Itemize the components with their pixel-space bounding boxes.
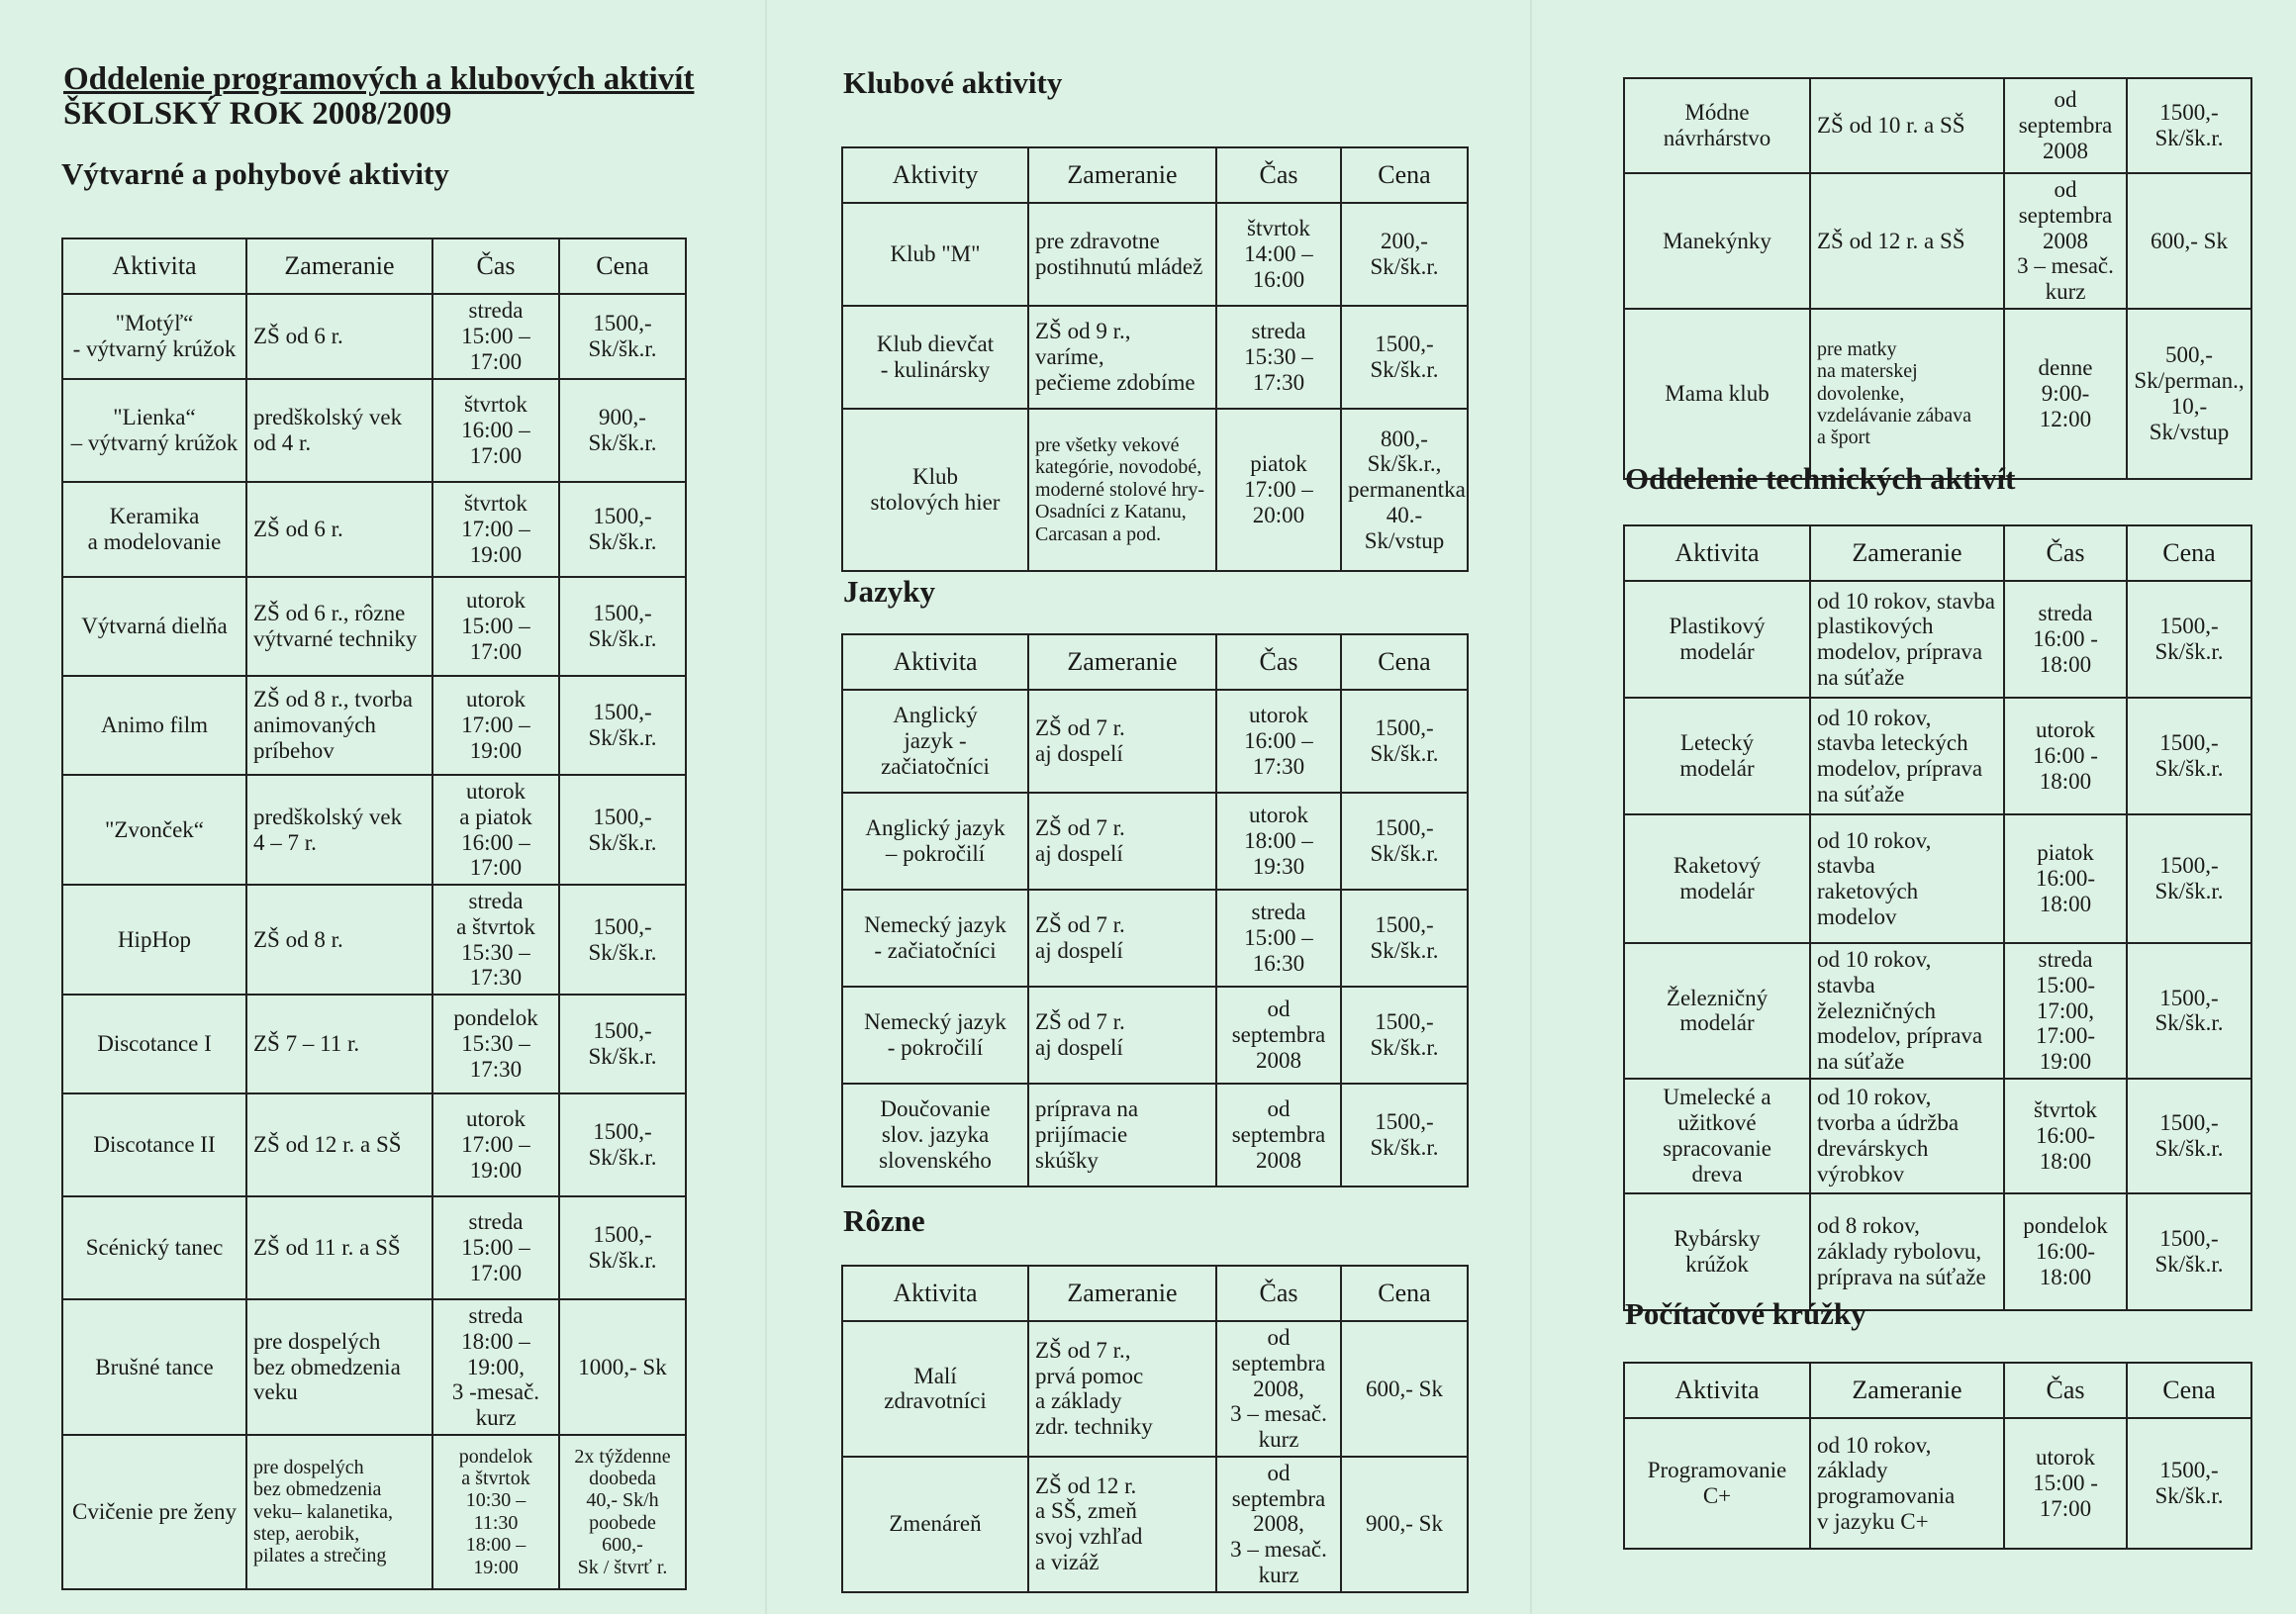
column-header: Aktivity: [842, 147, 1028, 203]
focus-cell: predškolský vek od 4 r.: [246, 379, 432, 482]
column-header: Cena: [1341, 147, 1468, 203]
time-cell: štvrtok 16:00 – 17:00: [432, 379, 559, 482]
column-header: Čas: [432, 238, 559, 294]
time-cell: streda 15:00 – 16:30: [1216, 890, 1341, 987]
time-cell: streda 15:00-17:00, 17:00-19:00: [2004, 943, 2127, 1079]
table-header-row: [62, 238, 686, 294]
activity-cell: "Lienka“ – výtvarný krúžok: [62, 379, 246, 482]
focus-cell: ZŠ od 12 r. a SŠ: [246, 1093, 432, 1196]
table-header-row: [842, 634, 1468, 690]
focus-cell: ZŠ od 9 r., varíme, pečieme zdobíme: [1028, 306, 1216, 409]
activity-cell: Raketový modelár: [1624, 814, 1810, 943]
price-cell: 1500,- Sk/šk.r.: [2127, 943, 2251, 1079]
column-header: Cena: [2127, 525, 2251, 581]
focus-cell: príprava na prijímacie skúšky: [1028, 1084, 1216, 1187]
time-cell: pondelok 15:30 – 17:30: [432, 995, 559, 1093]
table-row: [62, 1196, 686, 1299]
table-row: [1624, 581, 2251, 698]
price-cell: 900,- Sk: [1341, 1457, 1468, 1592]
activity-cell: Klub stolových hier: [842, 409, 1028, 571]
time-cell: streda 15:00 – 17:00: [432, 294, 559, 379]
column-header: Aktivita: [1624, 525, 1810, 581]
focus-cell: od 10 rokov, tvorba a údržba drevárskych výrobkov: [1810, 1079, 2004, 1193]
focus-cell: pre dospelých bez obmedzenia veku– kalanetika, step, aerobik, pilates a strečing: [246, 1435, 432, 1589]
focus-cell: od 10 rokov, stavba raketových modelov: [1810, 814, 2004, 943]
price-cell: 1500,- Sk/šk.r.: [2127, 1193, 2251, 1310]
activity-cell: Letecký modelár: [1624, 698, 1810, 814]
table-row: [842, 1321, 1468, 1457]
time-cell: utorok 18:00 – 19:30: [1216, 793, 1341, 890]
time-cell: od septembra 2008, 3 – mesač. kurz: [1216, 1321, 1341, 1457]
price-cell: 1500,- Sk/šk.r.: [2127, 698, 2251, 814]
focus-cell: od 10 rokov, stavba leteckých modelov, príprava na súťaže: [1810, 698, 2004, 814]
activity-cell: Plastikový modelár: [1624, 581, 1810, 698]
price-cell: 1500,- Sk/šk.r.: [559, 995, 686, 1093]
column-header: Čas: [2004, 525, 2127, 581]
table-art-movement: [61, 237, 687, 1590]
focus-cell: ZŠ od 6 r.: [246, 482, 432, 577]
focus-cell: od 8 rokov, základy rybolovu, príprava na súťaže: [1810, 1193, 2004, 1310]
column-header: Čas: [1216, 1266, 1341, 1321]
activity-cell: Klub "M": [842, 203, 1028, 306]
table-computer: [1623, 1362, 2252, 1550]
focus-cell: predškolský vek 4 – 7 r.: [246, 775, 432, 885]
time-cell: denne 9:00- 12:00: [2004, 309, 2127, 479]
column-header: Cena: [1341, 634, 1468, 690]
focus-cell: ZŠ od 6 r., rôzne výtvarné techniky: [246, 577, 432, 676]
table-row: [1624, 814, 2251, 943]
focus-cell: ZŠ od 7 r. aj dospelí: [1028, 793, 1216, 890]
table-row: [62, 294, 686, 379]
table-header-row: [842, 147, 1468, 203]
time-cell: od septembra 2008: [2004, 78, 2127, 173]
focus-cell: od 10 rokov, stavba plastikových modelov, príprava na súťaže: [1810, 581, 2004, 698]
focus-cell: ZŠ od 8 r., tvorba animovaných príbehov: [246, 676, 432, 775]
price-cell: 1500,- Sk/šk.r.: [1341, 890, 1468, 987]
column-header: Čas: [1216, 147, 1341, 203]
activity-cell: Malí zdravotníci: [842, 1321, 1028, 1457]
time-cell: utorok 16:00 - 18:00: [2004, 698, 2127, 814]
table-row: [62, 482, 686, 577]
time-cell: štvrtok 16:00- 18:00: [2004, 1079, 2127, 1193]
price-cell: 200,- Sk/šk.r.: [1341, 203, 1468, 306]
activity-cell: "Zvonček“: [62, 775, 246, 885]
price-cell: 1000,- Sk: [559, 1299, 686, 1435]
school-year: ŠKOLSKÝ ROK 2008/2009: [63, 96, 452, 132]
table-row: [1624, 698, 2251, 814]
price-cell: 1500,- Sk/šk.r.: [559, 482, 686, 577]
activity-cell: Manekýnky: [1624, 173, 1810, 309]
table-row: [842, 793, 1468, 890]
time-cell: štvrtok 14:00 – 16:00: [1216, 203, 1341, 306]
table-clubs: [841, 146, 1469, 572]
time-cell: piatok 16:00- 18:00: [2004, 814, 2127, 943]
time-cell: od septembra 2008 3 – mesač. kurz: [2004, 173, 2127, 309]
time-cell: utorok 15:00 – 17:00: [432, 577, 559, 676]
time-cell: štvrtok 17:00 – 19:00: [432, 482, 559, 577]
price-cell: 800,- Sk/šk.r., permanentka 40.-Sk/vstup: [1341, 409, 1468, 571]
time-cell: streda 15:30 – 17:30: [1216, 306, 1341, 409]
section-title-art: Výtvarné a pohybové aktivity: [61, 156, 449, 191]
time-cell: piatok 17:00 – 20:00: [1216, 409, 1341, 571]
price-cell: 1500,- Sk/šk.r.: [2127, 581, 2251, 698]
focus-cell: ZŠ od 11 r. a SŠ: [246, 1196, 432, 1299]
focus-cell: od 10 rokov, stavba železničných modelov, príprava na súťaže: [1810, 943, 2004, 1079]
column-header: Cena: [1341, 1266, 1468, 1321]
table-row: [62, 577, 686, 676]
column-header: Aktivita: [1624, 1363, 1810, 1418]
section-title-clubs: Klubové aktivity: [843, 65, 1063, 100]
activity-cell: Discotance II: [62, 1093, 246, 1196]
table-row: [842, 987, 1468, 1084]
activity-cell: "Motýľ“ - výtvarný krúžok: [62, 294, 246, 379]
activity-cell: Nemecký jazyk - pokročilí: [842, 987, 1028, 1084]
table-row: [842, 690, 1468, 793]
activity-cell: Klub dievčat - kulinársky: [842, 306, 1028, 409]
focus-cell: ZŠ od 12 r. a SŠ, zmeň svoj vzhľad a vizáž: [1028, 1457, 1216, 1592]
section-title-misc: Rôzne: [843, 1203, 925, 1238]
section-title-computer: Počítačové krúžky: [1625, 1296, 1866, 1331]
table-header-row: [1624, 1363, 2251, 1418]
table-other-top: [1623, 77, 2252, 480]
activity-cell: Módne návrhárstvo: [1624, 78, 1810, 173]
department-title: Oddelenie programových a klubových aktivít: [63, 61, 695, 97]
price-cell: 1500,- Sk/šk.r.: [1341, 793, 1468, 890]
price-cell: 1500,- Sk/šk.r.: [559, 885, 686, 995]
table-row: [842, 1084, 1468, 1187]
focus-cell: ZŠ od 7 r., prvá pomoc a základy zdr. techniky: [1028, 1321, 1216, 1457]
time-cell: streda 16:00 - 18:00: [2004, 581, 2127, 698]
focus-cell: pre zdravotne postihnutú mládež: [1028, 203, 1216, 306]
price-cell: 1500,- Sk/šk.r.: [559, 577, 686, 676]
activity-cell: Mama klub: [1624, 309, 1810, 479]
activity-cell: Scénický tanec: [62, 1196, 246, 1299]
activity-cell: Doučovanie slov. jazyka slovenského: [842, 1084, 1028, 1187]
price-cell: 2x týždenne doobeda 40,- Sk/h poobede 600,- Sk / štvrť r.: [559, 1435, 686, 1589]
column-header: Zameranie: [1028, 147, 1216, 203]
price-cell: 500,- Sk/perman., 10,- Sk/vstup: [2127, 309, 2251, 479]
table-row: [842, 890, 1468, 987]
time-cell: pondelok 16:00- 18:00: [2004, 1193, 2127, 1310]
time-cell: pondelok a štvrtok 10:30 – 11:30 18:00 – 19:00: [432, 1435, 559, 1589]
column-header: Aktivita: [842, 634, 1028, 690]
column-header: Zameranie: [1028, 1266, 1216, 1321]
table-misc: [841, 1265, 1469, 1593]
time-cell: utorok 16:00 – 17:30: [1216, 690, 1341, 793]
price-cell: 1500,- Sk/šk.r.: [2127, 78, 2251, 173]
activity-cell: Rybársky krúžok: [1624, 1193, 1810, 1310]
price-cell: 1500,- Sk/šk.r.: [559, 775, 686, 885]
focus-cell: ZŠ 7 – 11 r.: [246, 995, 432, 1093]
activity-cell: Cvičenie pre ženy: [62, 1435, 246, 1589]
activity-cell: Keramika a modelovanie: [62, 482, 246, 577]
table-row: [1624, 1193, 2251, 1310]
table-header-row: [1624, 525, 2251, 581]
focus-cell: ZŠ od 7 r. aj dospelí: [1028, 890, 1216, 987]
table-row: [1624, 1079, 2251, 1193]
table-row: [62, 676, 686, 775]
price-cell: 1500,- Sk/šk.r.: [1341, 690, 1468, 793]
column-header: Čas: [1216, 634, 1341, 690]
table-languages: [841, 633, 1469, 1187]
table-row: [62, 1093, 686, 1196]
table-row: [62, 1299, 686, 1435]
time-cell: utorok a piatok 16:00 – 17:00: [432, 775, 559, 885]
activity-cell: HipHop: [62, 885, 246, 995]
activity-cell: Anglický jazyk - začiatočníci: [842, 690, 1028, 793]
price-cell: 1500,- Sk/šk.r.: [559, 1093, 686, 1196]
time-cell: utorok 17:00 – 19:00: [432, 1093, 559, 1196]
focus-cell: od 10 rokov, základy programovania v jazyku C+: [1810, 1418, 2004, 1549]
price-cell: 1500,- Sk/šk.r.: [559, 1196, 686, 1299]
activity-cell: Programovanie C+: [1624, 1418, 1810, 1549]
focus-cell: pre všetky vekové kategórie, novodobé, moderné stolové hry- Osadníci z Katanu, Carcasan a pod.: [1028, 409, 1216, 571]
column-header: Zameranie: [1810, 525, 2004, 581]
table-row: [62, 1435, 686, 1589]
activity-cell: Discotance I: [62, 995, 246, 1093]
price-cell: 1500,- Sk/šk.r.: [2127, 1418, 2251, 1549]
focus-cell: ZŠ od 10 r. a SŠ: [1810, 78, 2004, 173]
column-header: Zameranie: [1028, 634, 1216, 690]
header-block: [63, 61, 694, 131]
activity-cell: Výtvarná dielňa: [62, 577, 246, 676]
table-row: [62, 379, 686, 482]
table-row: [1624, 1418, 2251, 1549]
price-cell: 1500,- Sk/šk.r.: [2127, 814, 2251, 943]
column-header: Zameranie: [1810, 1363, 2004, 1418]
section-title-languages: Jazyky: [843, 574, 935, 609]
activity-cell: Nemecký jazyk - začiatočníci: [842, 890, 1028, 987]
time-cell: streda 18:00 – 19:00, 3 -mesač. kurz: [432, 1299, 559, 1435]
price-cell: 900,- Sk/šk.r.: [559, 379, 686, 482]
time-cell: od septembra 2008: [1216, 1084, 1341, 1187]
column-header: Čas: [2004, 1363, 2127, 1418]
time-cell: od septembra 2008: [1216, 987, 1341, 1084]
table-row: [842, 203, 1468, 306]
price-cell: 1500,- Sk/šk.r.: [2127, 1079, 2251, 1193]
focus-cell: pre dospelých bez obmedzenia veku: [246, 1299, 432, 1435]
table-row: [1624, 78, 2251, 173]
time-cell: utorok 15:00 - 17:00: [2004, 1418, 2127, 1549]
price-cell: 1500,- Sk/šk.r.: [559, 294, 686, 379]
focus-cell: pre matky na materskej dovolenke, vzdelávanie zábava a šport: [1810, 309, 2004, 479]
activity-cell: Animo film: [62, 676, 246, 775]
price-cell: 1500,- Sk/šk.r.: [1341, 306, 1468, 409]
activity-cell: Umelecké a užitkové spracovanie dreva: [1624, 1079, 1810, 1193]
time-cell: utorok 17:00 – 19:00: [432, 676, 559, 775]
table-technical: [1623, 524, 2252, 1311]
column-header: Aktivita: [842, 1266, 1028, 1321]
activity-cell: Zmenáreň: [842, 1457, 1028, 1592]
table-row: [842, 306, 1468, 409]
table-row: [1624, 309, 2251, 479]
table-row: [1624, 943, 2251, 1079]
column-header: Aktivita: [62, 238, 246, 294]
price-cell: 1500,- Sk/šk.r.: [1341, 1084, 1468, 1187]
time-cell: od septembra 2008, 3 – mesač. kurz: [1216, 1457, 1341, 1592]
activity-cell: Brušné tance: [62, 1299, 246, 1435]
focus-cell: ZŠ od 7 r. aj dospelí: [1028, 987, 1216, 1084]
price-cell: 600,- Sk: [2127, 173, 2251, 309]
focus-cell: ZŠ od 6 r.: [246, 294, 432, 379]
focus-cell: ZŠ od 12 r. a SŠ: [1810, 173, 2004, 309]
table-header-row: [842, 1266, 1468, 1321]
table-row: [842, 409, 1468, 571]
activity-cell: Železničný modelár: [1624, 943, 1810, 1079]
column-header: Zameranie: [246, 238, 432, 294]
price-cell: 600,- Sk: [1341, 1321, 1468, 1457]
table-row: [62, 885, 686, 995]
section-title-technical: Oddelenie technických aktivít: [1625, 461, 2016, 496]
table-row: [62, 775, 686, 885]
table-row: [1624, 173, 2251, 309]
table-row: [62, 995, 686, 1093]
column-header: Cena: [2127, 1363, 2251, 1418]
focus-cell: ZŠ od 8 r.: [246, 885, 432, 995]
time-cell: streda 15:00 – 17:00: [432, 1196, 559, 1299]
table-row: [842, 1457, 1468, 1592]
activity-cell: Anglický jazyk – pokročilí: [842, 793, 1028, 890]
focus-cell: ZŠ od 7 r. aj dospelí: [1028, 690, 1216, 793]
price-cell: 1500,- Sk/šk.r.: [1341, 987, 1468, 1084]
time-cell: streda a štvrtok 15:30 – 17:30: [432, 885, 559, 995]
price-cell: 1500,- Sk/šk.r.: [559, 676, 686, 775]
column-header: Cena: [559, 238, 686, 294]
